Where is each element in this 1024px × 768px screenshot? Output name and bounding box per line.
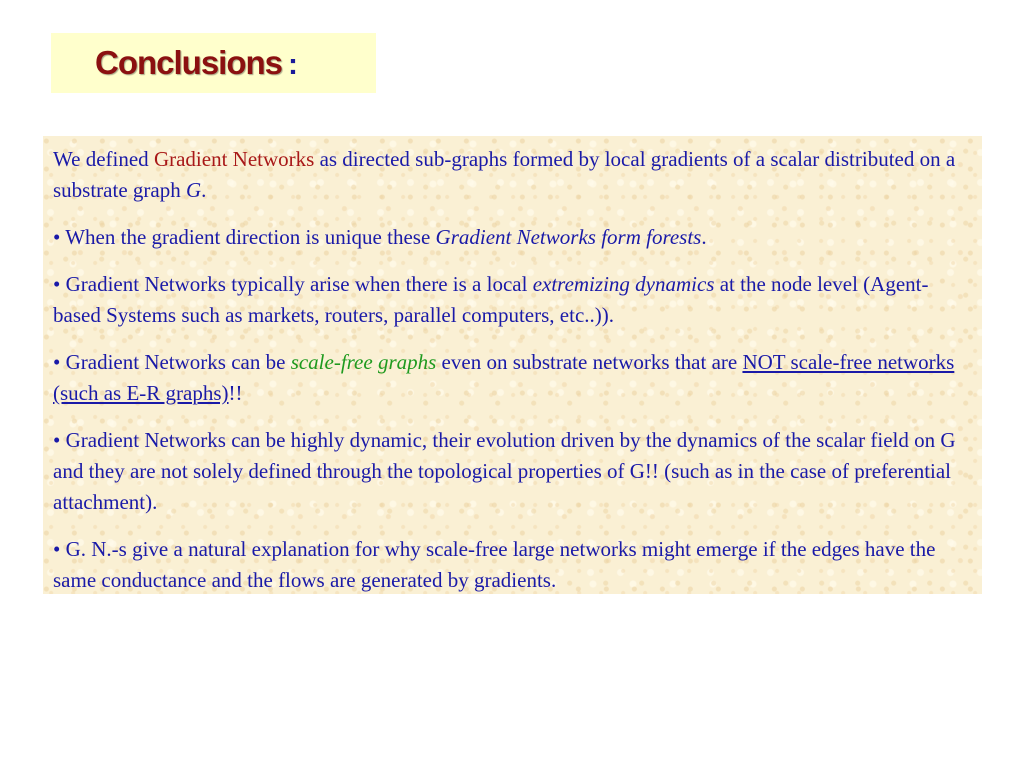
p4-text-c: even on substrate networks that are	[436, 350, 743, 374]
conclusions-content	[43, 136, 982, 594]
p5-text: • Gradient Networks can be highly dynamic, their evolution driven by the dynamics of the scalar field on G and they are not solely defined through the topological properties of G!! (such as in the case of preferential attachment).	[53, 428, 956, 514]
p4-text-a: • Gradient Networks can be	[53, 350, 291, 374]
p6-text: • G. N.-s give a natural explanation for why scale-free large networks might emerge if the edges have the same conductance and the flows are generated by gradients.	[53, 537, 936, 592]
p3-text-c: at the node level (Agent-based Systems such as markets, routers, parallel computers, etc..)).	[53, 272, 929, 327]
p2-emphasis: Gradient Networks form forests	[435, 225, 702, 249]
paragraph-extremizing-dynamics	[53, 269, 966, 331]
p3-text-a: • Gradient Networks typically arise when there is a local	[53, 272, 533, 296]
p1-text-c: as directed sub-graphs formed by local gradients of a scalar distributed on a substrate graph	[53, 147, 956, 202]
paragraph-gradient-networks-definition	[53, 144, 966, 206]
p2-text-c: .	[701, 225, 707, 249]
slide-title: Conclusions	[95, 44, 283, 81]
p1-term-gradient-networks: Gradient Networks	[153, 147, 315, 171]
p1-text-a: We defined	[53, 147, 154, 171]
title-colon: :	[288, 48, 299, 81]
title-box	[51, 33, 376, 93]
paragraph-highly-dynamic	[53, 425, 966, 518]
p4-underlined: NOT scale-free networks (such as E-R graphs)	[53, 350, 955, 405]
paragraph-natural-explanation	[53, 534, 966, 596]
p1-text-e: .	[201, 178, 207, 202]
p3-emphasis: extremizing dynamics	[532, 272, 715, 296]
paragraph-forests	[53, 222, 966, 253]
p4-term-scale-free-graphs: scale-free graphs	[290, 350, 437, 374]
p2-text-a: • When the gradient direction is unique these	[53, 225, 436, 249]
p4-text-e: !!	[228, 381, 243, 405]
paragraph-scale-free	[53, 347, 966, 409]
p1-graph-symbol: G	[185, 178, 202, 202]
